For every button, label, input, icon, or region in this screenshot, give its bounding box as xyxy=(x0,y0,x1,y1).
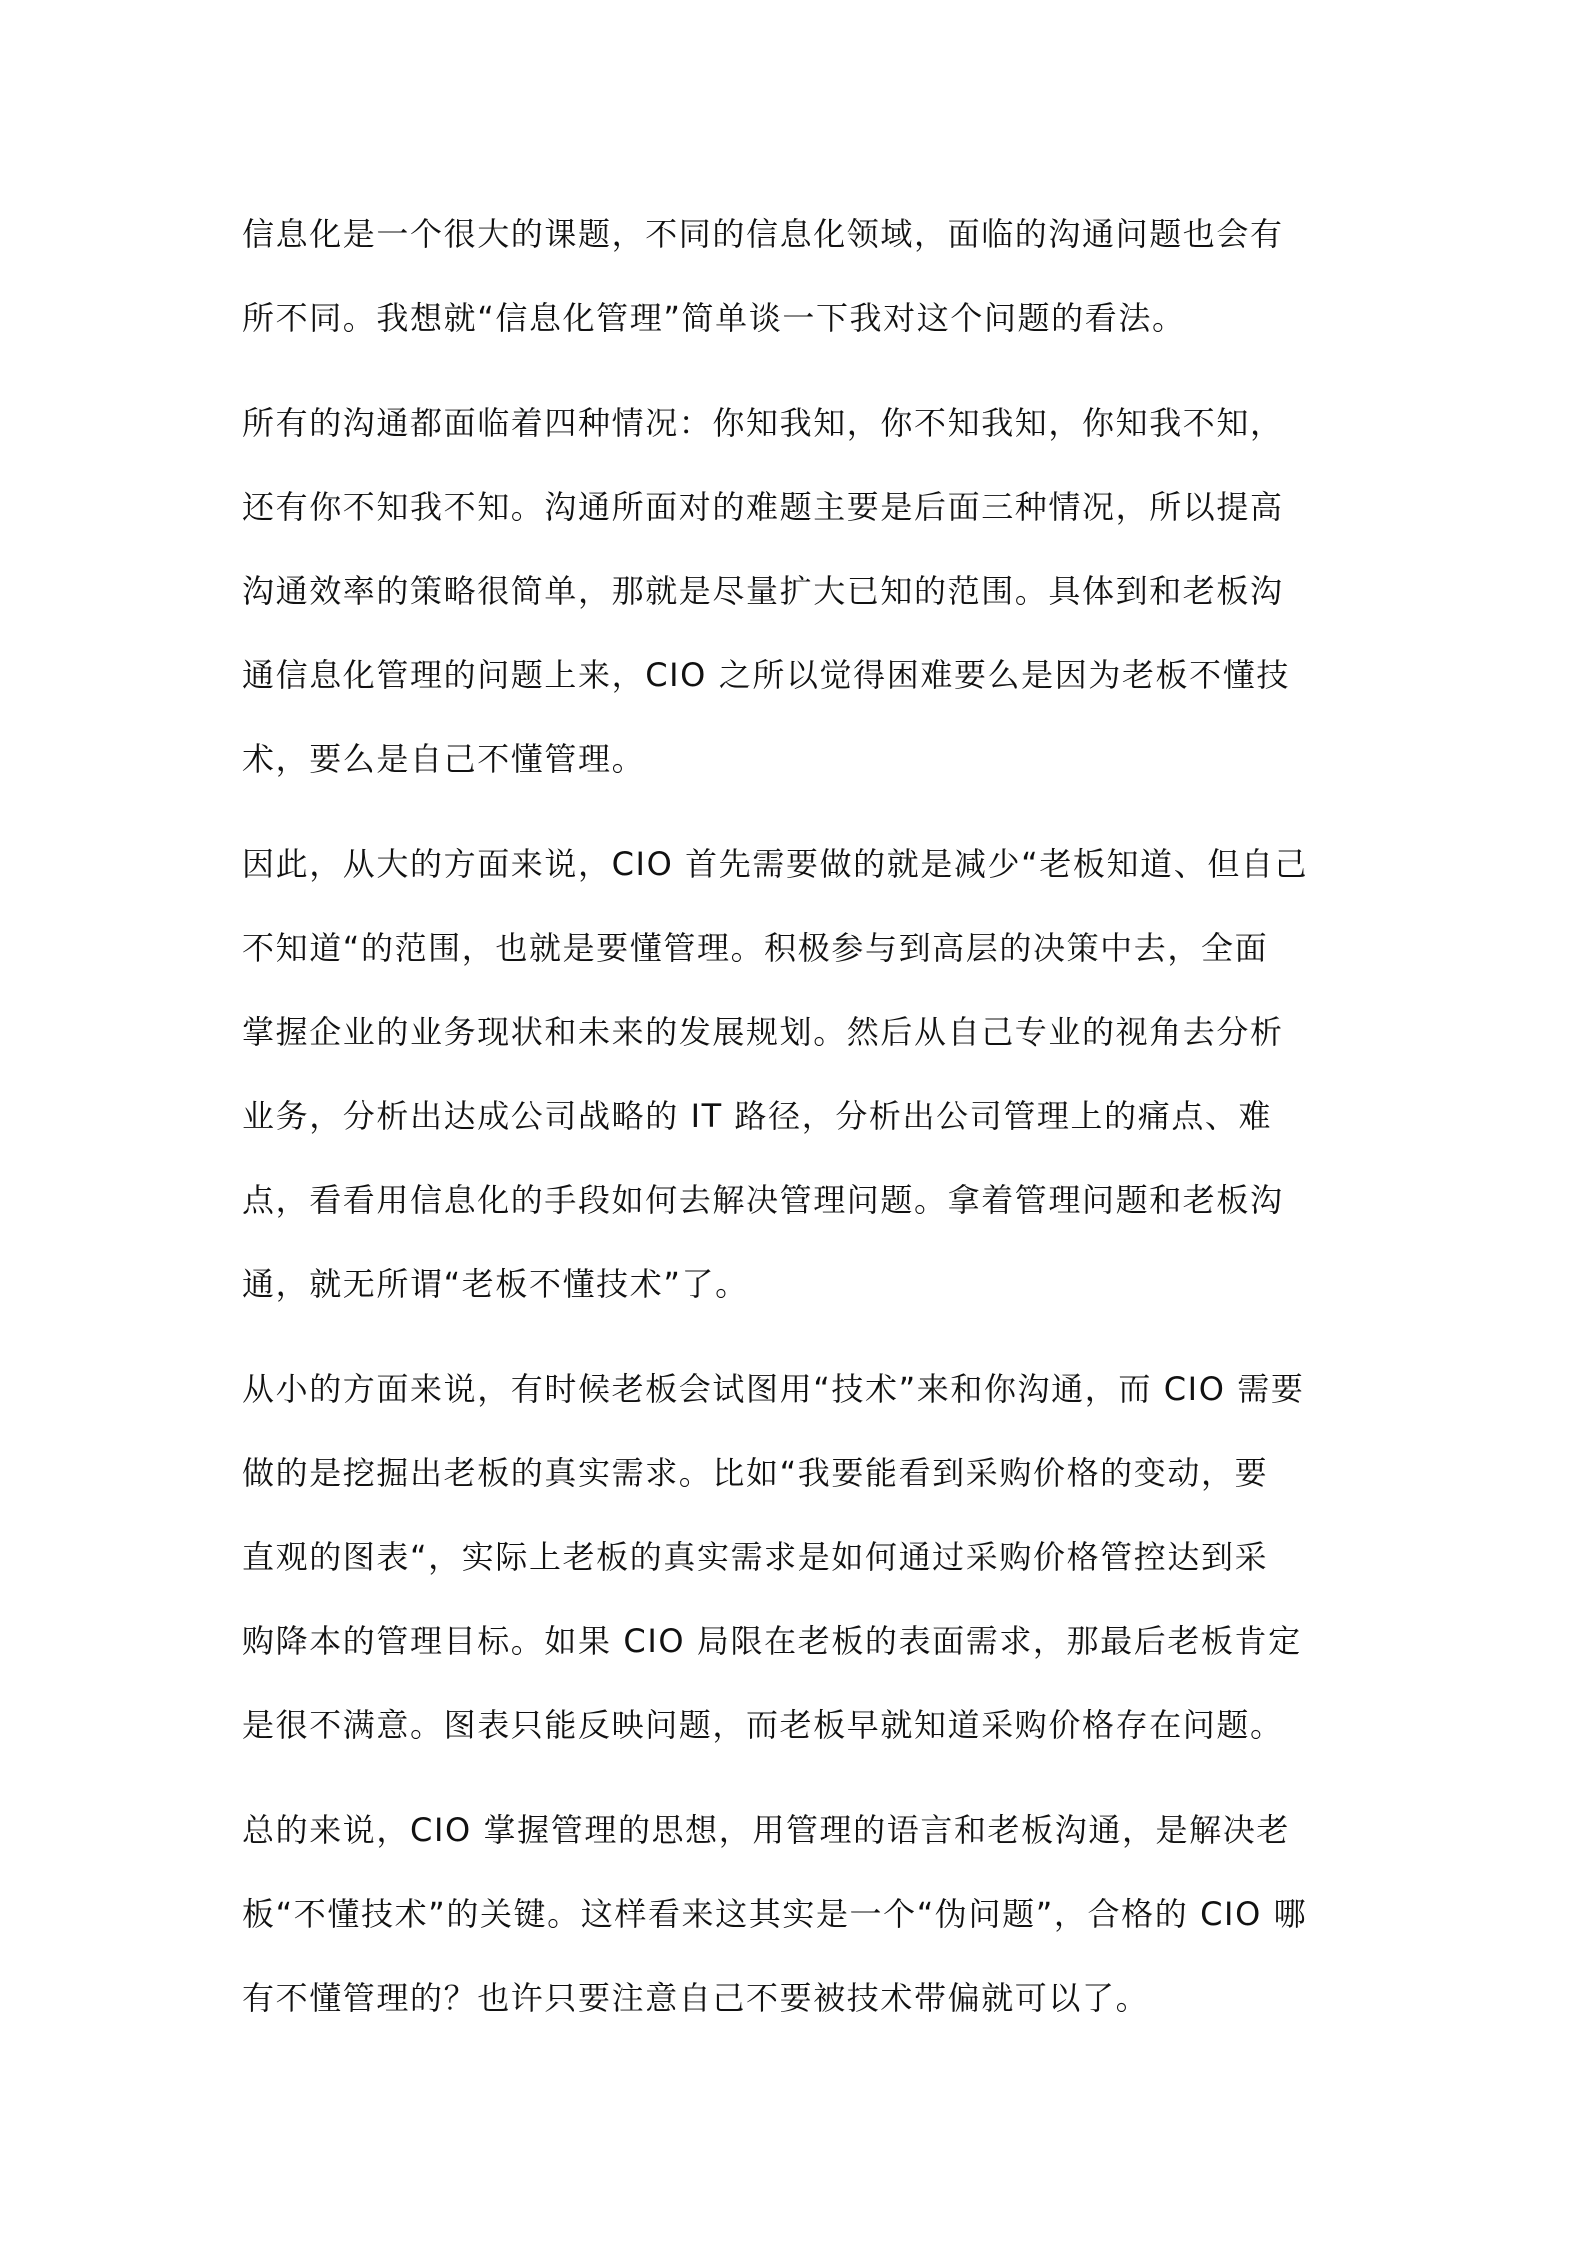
text-line: 购降本的管理目标。如果 CIO 局限在老板的表面需求，那最后老板肯定 xyxy=(242,1622,1302,1660)
text-line: 所有的沟通都面临着四种情况：你知我知，你不知我知，你知我不知， xyxy=(242,404,1284,442)
paragraph xyxy=(242,192,1322,360)
text-line: 术，要么是自己不懂管理。 xyxy=(242,740,646,778)
text-line: 通，就无所谓“老板不懂技术”了。 xyxy=(242,1265,749,1303)
text-line: 通信息化管理的问题上来，CIO 之所以觉得困难要么是因为老板不懂技 xyxy=(242,656,1290,694)
text-line: 所不同。我想就“信息化管理”简单谈一下我对这个问题的看法。 xyxy=(242,299,1186,337)
text-line: 不知道“的范围，也就是要懂管理。积极参与到高层的决策中去，全面 xyxy=(242,929,1269,967)
paragraph xyxy=(242,381,1322,801)
text-line: 信息化是一个很大的课题，不同的信息化领域，面临的沟通问题也会有 xyxy=(242,215,1284,253)
text-line: 直观的图表“，实际上老板的真实需求是如何通过采购价格管控达到采 xyxy=(242,1538,1269,1576)
text-line: 总的来说，CIO 掌握管理的思想，用管理的语言和老板沟通，是解决老 xyxy=(242,1811,1290,1849)
paragraph xyxy=(242,1788,1322,2040)
text-line: 是很不满意。图表只能反映问题，而老板早就知道采购价格存在问题。 xyxy=(242,1706,1284,1744)
document-page xyxy=(242,192,1322,2061)
text-line: 板“不懂技术”的关键。这样看来这其实是一个“伪问题”，合格的 CIO 哪 xyxy=(242,1895,1308,1933)
text-line: 业务，分析出达成公司战略的 IT 路径，分析出公司管理上的痛点、难 xyxy=(242,1097,1273,1135)
text-line: 因此，从大的方面来说，CIO 首先需要做的就是减少“老板知道、但自己 xyxy=(242,845,1309,883)
text-line: 点，看看用信息化的手段如何去解决管理问题。拿着管理问题和老板沟 xyxy=(242,1181,1284,1219)
paragraph xyxy=(242,822,1322,1326)
text-line: 做的是挖掘出老板的真实需求。比如“我要能看到采购价格的变动，要 xyxy=(242,1454,1269,1492)
text-line: 有不懂管理的？也许只要注意自己不要被技术带偏就可以了。 xyxy=(242,1979,1150,2017)
text-line: 掌握企业的业务现状和未来的发展规划。然后从自己专业的视角去分析 xyxy=(242,1013,1284,1051)
paragraph xyxy=(242,1347,1322,1767)
text-line: 从小的方面来说，有时候老板会试图用“技术”来和你沟通，而 CIO 需要 xyxy=(242,1370,1305,1408)
text-line: 沟通效率的策略很简单，那就是尽量扩大已知的范围。具体到和老板沟 xyxy=(242,572,1284,610)
text-line: 还有你不知我不知。沟通所面对的难题主要是后面三种情况，所以提高 xyxy=(242,488,1284,526)
